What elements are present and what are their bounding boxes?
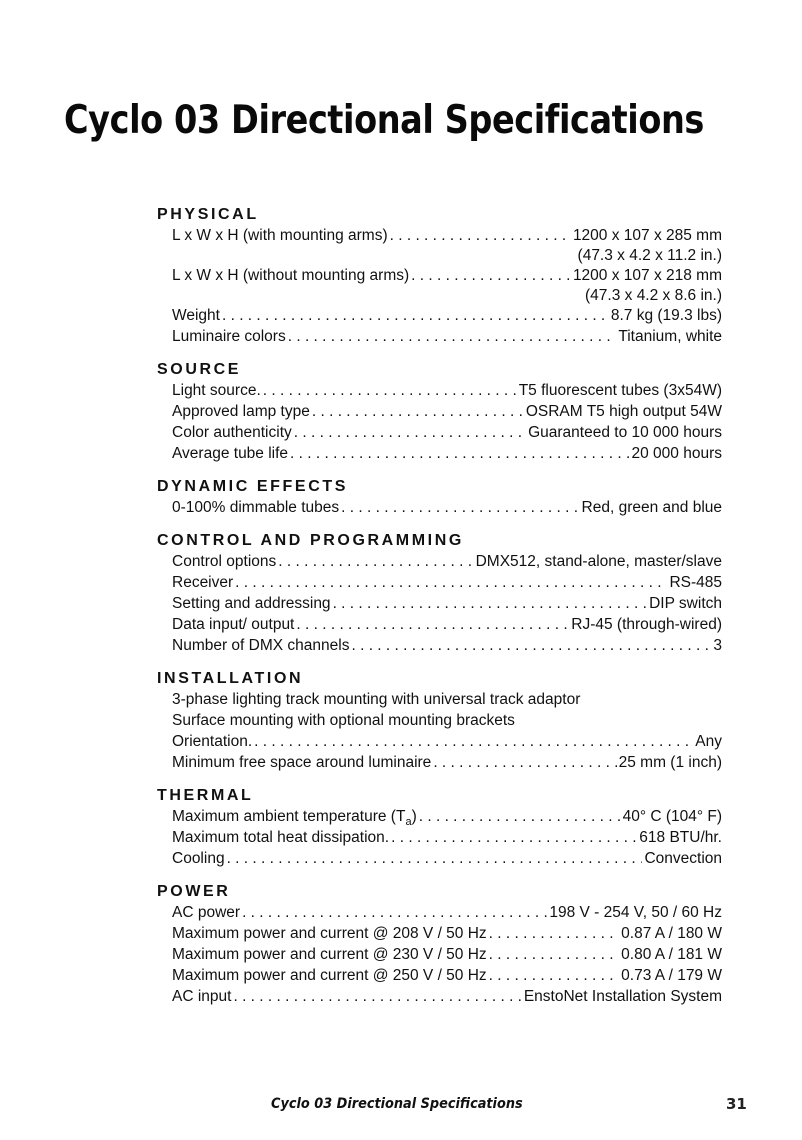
- spec-value: 198 V - 254 V, 50 / 60 Hz: [549, 904, 722, 921]
- spec-label: L x W x H (without mounting arms): [172, 267, 410, 284]
- spec-row: [157, 572, 722, 593]
- spec-row: [157, 902, 722, 923]
- spec-label: Data input/ output: [172, 616, 295, 633]
- spec-row: [157, 380, 722, 401]
- spec-label: Minimum free space around luminaire: [172, 754, 432, 771]
- section-heading: INSTALLATION: [157, 670, 304, 687]
- dot-leader: [294, 422, 526, 443]
- spec-label: Average tube life: [172, 445, 289, 462]
- spec-row: [157, 401, 722, 422]
- spec-row: [157, 225, 722, 265]
- spec-value: EnstoNet Installation System: [523, 988, 722, 1005]
- subscript: a: [405, 816, 412, 828]
- spec-value: Titanium, white: [618, 328, 722, 345]
- dot-leader: [489, 965, 620, 986]
- spec-row: [157, 848, 722, 869]
- dot-leader: [235, 572, 667, 593]
- section-thermal: [157, 785, 722, 869]
- spec-value: 0.87 A / 180 W: [621, 925, 722, 942]
- section-heading: CONTROL AND PROGRAMMING: [157, 532, 464, 549]
- dot-leader: [233, 986, 521, 1007]
- section-heading: SOURCE: [157, 361, 242, 378]
- section-dynamic-effects: [157, 476, 722, 518]
- spec-label: Maximum power and current @ 230 V / 50 Hz: [172, 946, 487, 963]
- dot-leader: [341, 497, 579, 518]
- spec-label: Setting and addressing: [172, 595, 331, 612]
- page-title: Cyclo 03 Directional Specifications: [64, 98, 704, 143]
- spec-label-text-after: ): [411, 808, 417, 825]
- dot-leader: [288, 326, 617, 347]
- section-physical: [157, 204, 722, 347]
- spec-label: L x W x H (with mounting arms): [172, 227, 388, 244]
- spec-row: [157, 614, 722, 635]
- section-heading: DYNAMIC EFFECTS: [157, 478, 348, 495]
- spec-value: DIP switch: [649, 595, 722, 612]
- spec-row: [157, 265, 722, 305]
- spec-row: [157, 923, 722, 944]
- spec-value: Convection: [644, 850, 722, 867]
- dot-leader: [351, 635, 711, 656]
- spec-label: Light source.: [172, 382, 261, 399]
- dot-leader: [433, 752, 616, 773]
- dot-leader: [254, 731, 693, 752]
- spec-label: AC power: [172, 904, 241, 921]
- spec-value: 618 BTU/hr.: [639, 829, 722, 846]
- spec-row: [157, 986, 722, 1007]
- spec-value: 0.80 A / 181 W: [621, 946, 722, 963]
- spec-value: 40° C (104° F): [622, 808, 722, 825]
- spec-label: AC input: [172, 988, 232, 1005]
- dot-leader: [489, 923, 620, 944]
- spec-label: Maximum total heat dissipation.: [172, 829, 390, 846]
- spec-value: 3: [713, 637, 722, 654]
- spec-plain-row: 3-phase lighting track mounting with universal track adaptor: [172, 691, 581, 708]
- section-installation: [157, 668, 722, 773]
- spec-value: [573, 225, 722, 265]
- dot-leader: [411, 265, 571, 286]
- spec-value: [573, 265, 722, 305]
- section-power: [157, 881, 722, 1007]
- spec-label: Control options: [172, 553, 277, 570]
- spec-value: RJ-45 (through-wired): [571, 616, 722, 633]
- spec-value-secondary: (47.3 x 4.2 x 8.6 in.): [585, 287, 722, 304]
- dot-leader: [278, 551, 473, 572]
- spec-value: 0.73 A / 179 W: [621, 967, 722, 984]
- spec-label: Maximum power and current @ 250 V / 50 Hz: [172, 967, 487, 984]
- spec-label: Approved lamp type: [172, 403, 310, 420]
- spec-label: Weight: [172, 307, 220, 324]
- dot-leader: [227, 848, 643, 869]
- section-source: [157, 359, 722, 464]
- spec-label: Maximum power and current @ 208 V / 50 Hz: [172, 925, 487, 942]
- spec-row: [157, 443, 722, 464]
- spec-value: DMX512, stand-alone, master/slave: [475, 553, 722, 570]
- dot-leader: [312, 401, 524, 422]
- spec-row: [157, 326, 722, 347]
- spec-row: [157, 305, 722, 326]
- spec-value: 25 mm (1 inch): [618, 754, 722, 771]
- spec-value-primary: 1200 x 107 x 285 mm: [572, 227, 722, 244]
- spec-label-text: Maximum ambient temperature (T: [172, 808, 406, 825]
- spec-row: [157, 944, 722, 965]
- page-number: 31: [726, 1095, 747, 1113]
- spec-value: Red, green and blue: [581, 499, 722, 516]
- dot-leader: [296, 614, 569, 635]
- spec-value-secondary: (47.3 x 4.2 x 11.2 in.): [577, 247, 722, 264]
- dot-leader: [290, 443, 629, 464]
- dot-leader: [242, 902, 547, 923]
- footer-title: Cyclo 03 Directional Specifications: [271, 1096, 523, 1112]
- spec-label: 0-100% dimmable tubes: [172, 499, 340, 516]
- section-heading: PHYSICAL: [157, 206, 259, 223]
- section-heading: THERMAL: [157, 787, 254, 804]
- spec-row: [157, 827, 722, 848]
- spec-row: [157, 422, 722, 443]
- spec-row: [157, 551, 722, 572]
- spec-value: 20 000 hours: [631, 445, 722, 462]
- section-control-programming: [157, 530, 722, 656]
- spec-label: Receiver: [172, 574, 234, 591]
- spec-value: 8.7 kg (19.3 lbs): [610, 307, 722, 324]
- dot-leader: [390, 225, 571, 246]
- dot-leader: [333, 593, 648, 614]
- spec-content: [157, 204, 722, 1019]
- spec-value: RS-485: [669, 574, 722, 591]
- spec-row: [157, 731, 722, 752]
- dot-leader: [391, 827, 637, 848]
- spec-label: Color authenticity: [172, 424, 292, 441]
- spec-row: [157, 635, 722, 656]
- dot-leader: [222, 305, 609, 326]
- spec-value-primary: 1200 x 107 x 218 mm: [572, 267, 722, 284]
- spec-label: Number of DMX channels: [172, 637, 350, 654]
- spec-value: T5 fluorescent tubes (3x54W): [518, 382, 722, 399]
- spec-label: Cooling: [172, 850, 225, 867]
- spec-row: [157, 806, 722, 827]
- spec-plain-row: Surface mounting with optional mounting brackets: [172, 712, 515, 729]
- dot-leader: [489, 944, 620, 965]
- spec-row: [157, 965, 722, 986]
- spec-label: Orientation.: [172, 733, 253, 750]
- dot-leader: [419, 806, 621, 827]
- spec-value: Any: [695, 733, 722, 750]
- spec-label: Luminaire colors: [172, 328, 286, 345]
- spec-value: OSRAM T5 high output 54W: [525, 403, 722, 420]
- spec-row: [157, 497, 722, 518]
- spec-row: [157, 752, 722, 773]
- spec-row: [157, 593, 722, 614]
- dot-leader: [263, 380, 517, 401]
- spec-label: [172, 806, 417, 827]
- section-heading: POWER: [157, 883, 231, 900]
- spec-value: Guaranteed to 10 000 hours: [528, 424, 722, 441]
